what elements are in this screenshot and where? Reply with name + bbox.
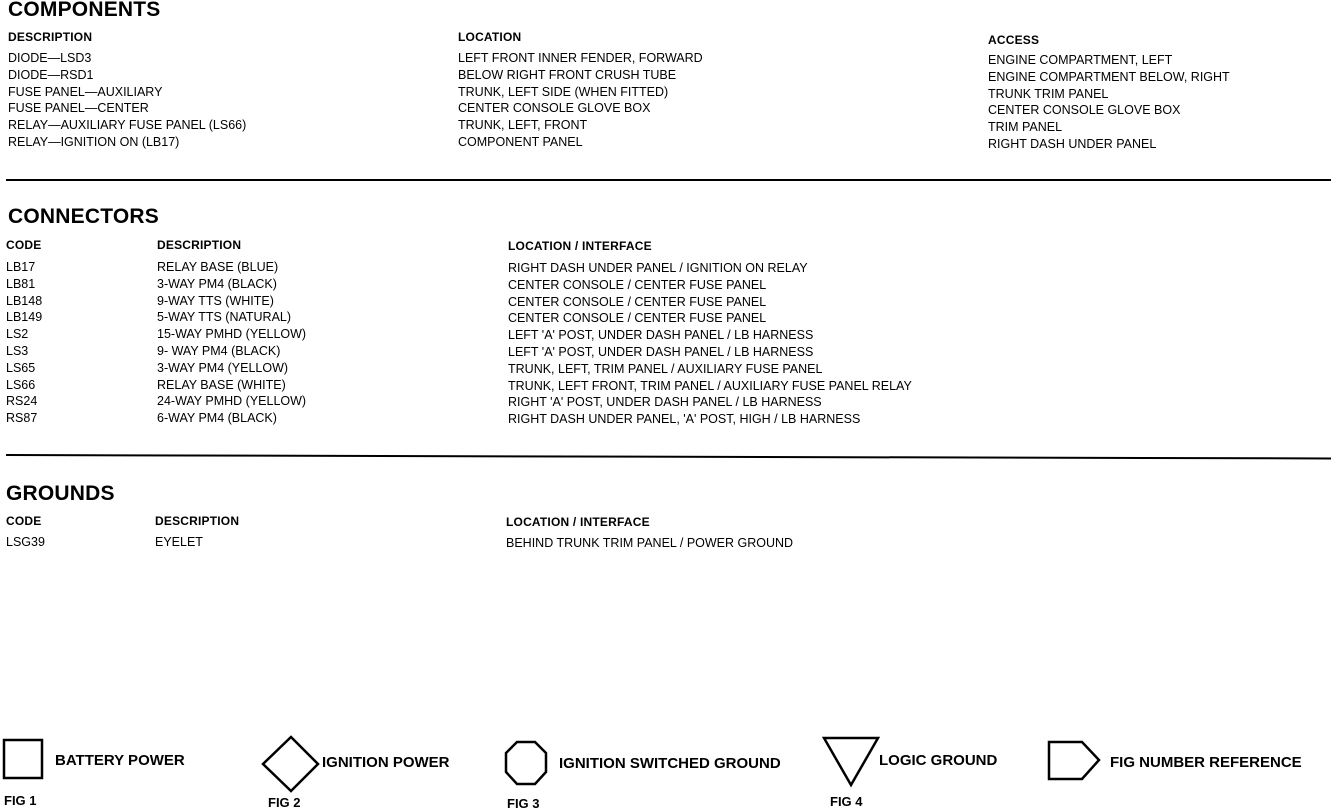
connectors-location-column [508, 260, 912, 428]
table-cell: BELOW RIGHT FRONT CRUSH TUBE [458, 67, 677, 82]
table-cell: LB17 [6, 260, 36, 274]
table-cell: 24-WAY PMHD (YELLOW) [157, 394, 307, 409]
table-cell: 3-WAY PM4 (BLACK) [157, 276, 277, 291]
table-cell: CENTER CONSOLE / CENTER FUSE PANEL [508, 311, 767, 326]
table-cell: EYELET [155, 535, 203, 549]
table-cell: RIGHT DASH UNDER PANEL / IGNITION ON RELAY [508, 261, 808, 275]
table-cell: TRUNK TRIM PANEL [988, 86, 1109, 101]
table-cell: LS66 [6, 377, 36, 392]
table-cell: 5-WAY TTS (NATURAL) [157, 310, 292, 325]
triangle-down-icon [822, 736, 880, 788]
square-icon [2, 738, 44, 782]
battery-power-label: BATTERY POWER [55, 752, 185, 769]
octagon-icon [503, 739, 549, 787]
table-cell: RELAY—AUXILIARY FUSE PANEL (LS66) [8, 118, 247, 133]
connectors-code-column [6, 259, 42, 427]
table-cell: BEHIND TRUNK TRIM PANEL / POWER GROUND [506, 536, 794, 550]
connectors-description-header: DESCRIPTION [157, 238, 242, 252]
table-cell: 15-WAY PMHD (YELLOW) [157, 327, 307, 342]
table-cell: DIODE—RSD1 [8, 67, 94, 82]
table-cell: LEFT FRONT INNER FENDER, FORWARD [458, 51, 703, 65]
table-cell: ENGINE COMPARTMENT BELOW, RIGHT [988, 69, 1230, 84]
table-cell: FUSE PANEL—AUXILIARY [8, 84, 163, 99]
table-cell: RELAY BASE (WHITE) [157, 377, 286, 392]
table-cell: 9-WAY TTS (WHITE) [157, 293, 274, 308]
fig-3-label: FIG 3 [507, 796, 540, 811]
grounds-description-column [155, 534, 203, 551]
table-cell: LB148 [6, 293, 43, 308]
connectors-title: CONNECTORS [8, 205, 159, 228]
components-access-header: ACCESS [988, 33, 1040, 47]
components-access-column [988, 52, 1230, 153]
table-cell: ENGINE COMPARTMENT, LEFT [988, 53, 1173, 67]
table-cell: LS65 [6, 360, 36, 375]
table-cell: 9- WAY PM4 (BLACK) [157, 343, 281, 358]
fig-4-label: FIG 4 [830, 794, 863, 809]
components-location-column [458, 50, 703, 151]
logic-ground-label: LOGIC GROUND [879, 752, 998, 769]
components-description-column [8, 50, 246, 151]
connectors-description-column [157, 259, 306, 427]
connectors-code-header: CODE [6, 238, 42, 252]
table-cell: CENTER CONSOLE GLOVE BOX [988, 103, 1181, 118]
table-cell: 3-WAY PM4 (YELLOW) [157, 360, 289, 375]
fig-2-label: FIG 2 [268, 795, 301, 810]
table-cell: RIGHT DASH UNDER PANEL, 'A' POST, HIGH / LB HARNESS [508, 412, 861, 427]
fig-1-label: FIG 1 [4, 793, 37, 808]
table-cell: FUSE PANEL—CENTER [8, 101, 149, 116]
table-cell: TRUNK, LEFT, TRIM PANEL / AUXILIARY FUSE PANEL [508, 361, 823, 376]
table-cell: CENTER CONSOLE / CENTER FUSE PANEL [508, 294, 767, 309]
table-cell: LB81 [6, 276, 36, 291]
table-cell: RIGHT DASH UNDER PANEL [988, 136, 1157, 151]
table-cell: TRUNK, LEFT, FRONT [458, 118, 588, 133]
table-cell: RELAY—IGNITION ON (LB17) [8, 134, 180, 149]
table-cell: LB149 [6, 310, 43, 325]
grounds-code-column [6, 534, 45, 551]
ignition-power-label: IGNITION POWER [322, 754, 450, 771]
components-description-header: DESCRIPTION [8, 30, 93, 44]
table-cell: TRUNK, LEFT SIDE (WHEN FITTED) [458, 84, 669, 99]
table-cell: RIGHT 'A' POST, UNDER DASH PANEL / LB HARNESS [508, 395, 822, 410]
grounds-title: GROUNDS [6, 482, 115, 505]
table-cell: RS87 [6, 411, 38, 426]
table-cell: LS3 [6, 343, 29, 358]
grounds-location-column [506, 535, 793, 552]
table-cell: CENTER CONSOLE / CENTER FUSE PANEL [508, 277, 767, 292]
fig-number-reference-label: FIG NUMBER REFERENCE [1110, 754, 1302, 771]
grounds-location-header: LOCATION / INTERFACE [506, 515, 650, 529]
table-cell: COMPONENT PANEL [458, 134, 583, 149]
table-cell: TRIM PANEL [988, 120, 1063, 135]
table-cell: RELAY BASE (BLUE) [157, 260, 279, 274]
table-cell: DIODE—LSD3 [8, 51, 92, 65]
table-cell: TRUNK, LEFT FRONT, TRIM PANEL / AUXILIARY FUSE PANEL RELAY [508, 378, 912, 393]
table-cell: LS2 [6, 327, 29, 342]
connectors-location-header: LOCATION / INTERFACE [508, 239, 652, 253]
arrow-pentagon-icon [1046, 739, 1102, 783]
ignition-switched-ground-label: IGNITION SWITCHED GROUND [559, 755, 781, 772]
diamond-icon [260, 735, 322, 793]
table-cell: CENTER CONSOLE GLOVE BOX [458, 101, 651, 116]
grounds-code-header: CODE [6, 514, 42, 528]
section-divider [6, 454, 1331, 459]
table-cell: RS24 [6, 394, 38, 409]
components-location-header: LOCATION [458, 30, 522, 44]
table-cell: LSG39 [6, 535, 45, 549]
table-cell: LEFT 'A' POST, UNDER DASH PANEL / LB HARNESS [508, 344, 814, 359]
grounds-description-header: DESCRIPTION [155, 514, 240, 528]
table-cell: 6-WAY PM4 (BLACK) [157, 411, 277, 426]
components-title: COMPONENTS [8, 0, 161, 21]
table-cell: LEFT 'A' POST, UNDER DASH PANEL / LB HARNESS [508, 328, 814, 343]
section-divider [6, 179, 1331, 181]
